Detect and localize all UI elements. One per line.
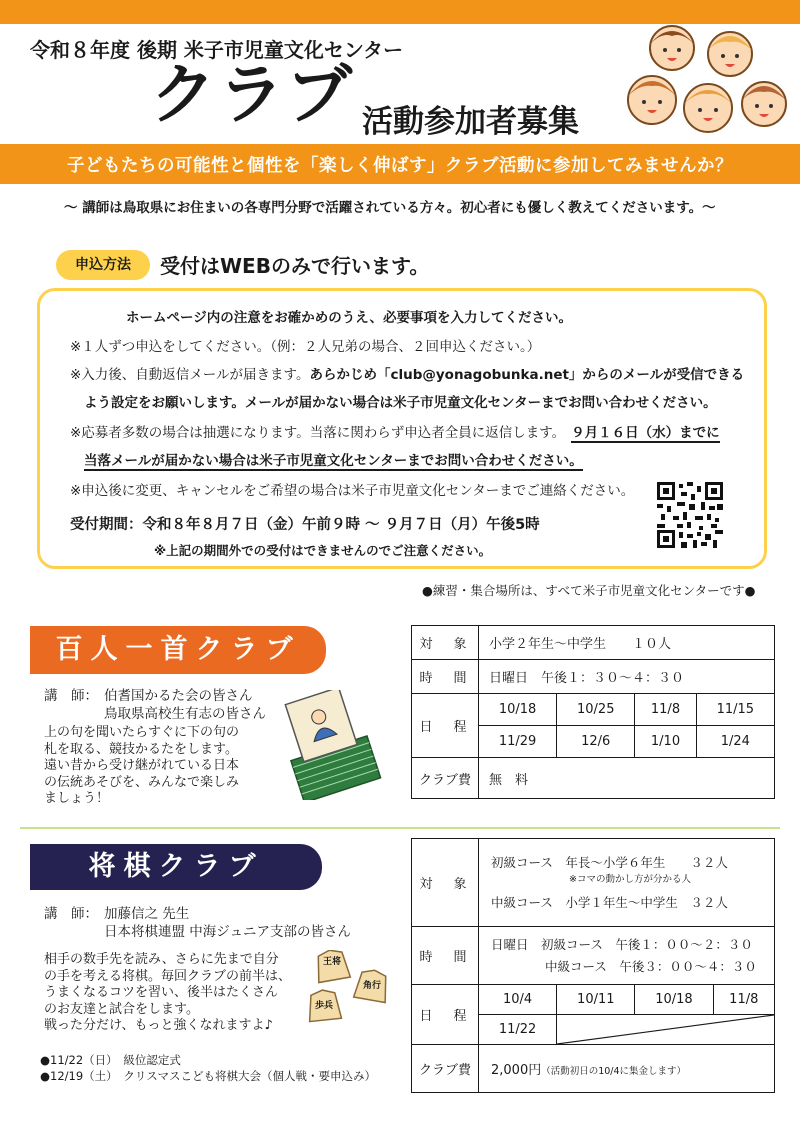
club1-date: 10/25 <box>557 694 635 726</box>
info-line-part: ※入力後、自動返信メールが届きます。 <box>70 367 310 383</box>
diagonal-strike-icon <box>557 1015 774 1044</box>
club2-date: 11/8 <box>713 985 774 1015</box>
club1-date: 10/18 <box>479 694 557 726</box>
club1-desc-line: ましょう！ <box>44 791 110 806</box>
club1-fee-label: クラブ費 <box>412 758 479 799</box>
club1-desc-line: 遠い昔から受け継がれている日本 <box>44 758 240 773</box>
club2-target-1: 初級コース 年長～小学６年生 ３２人 <box>491 855 728 870</box>
club2-info-table <box>411 838 775 1093</box>
email-address-note: あらかじめ「club@yonagobunka.net」からのメールが受信できる <box>309 367 745 383</box>
club2-event: ●11/22（日） 級位認定式 <box>40 1053 181 1067</box>
shogi-piece-label: 王将 <box>322 957 342 967</box>
info-line <box>84 449 583 469</box>
application-method-pill: 申込方法 <box>56 250 150 280</box>
info-line: よう設定をお願いします。メールが届かない場合は米子市児童文化センターまでお問い合わせください。 <box>84 395 717 411</box>
application-period: 受付期間：令和８年８月７日（金）午前９時 ～ ９月７日（月）午後5時 <box>70 517 540 533</box>
club2-target <box>479 839 775 927</box>
club2-date: 11/22 <box>479 1015 557 1045</box>
club2-target-note: ※コマの動かし方が分かる人 <box>569 874 691 885</box>
club1-date: 11/8 <box>635 694 696 726</box>
info-line: ホームページ内の注意をお確かめのうえ、必要事項を入力してください。 <box>126 310 573 326</box>
club2-desc-line: うまくなるコツを習い、後半はたくさん <box>44 985 279 1000</box>
qr-code-icon[interactable] <box>657 482 723 548</box>
club1-time-label: 時 間 <box>412 660 479 694</box>
club2-instructor-1: 加藤信之 先生 <box>104 906 190 922</box>
club2-fee-note: （活動初日の10/4に集金します） <box>541 1066 687 1077</box>
application-method-text: 受付はWEBのみで行います。 <box>160 254 430 278</box>
club2-empty-dates-cell <box>557 1015 775 1045</box>
club1-date: 11/15 <box>696 694 774 726</box>
club2-time-label: 時 間 <box>412 927 479 985</box>
club1-title: 百人一首クラブ <box>30 626 326 674</box>
period-warning: ※上記の期間外での受付はできませんのでご注意ください。 <box>154 543 492 558</box>
page-title-sub: 活動参加者募集 <box>362 104 579 140</box>
club2-instructor-label: 講 師： <box>44 906 98 922</box>
page-title: クラブ <box>150 56 354 133</box>
club1-target-label: 対 象 <box>412 626 479 660</box>
club2-desc-line: のお友達と試合をします。 <box>44 1001 199 1017</box>
location-note: ●練習・集合場所は、すべて米子市児童文化センターです● <box>422 583 756 598</box>
result-contact-note: 当落メールが届かない場合は米子市児童文化センターまでお問い合わせください。 <box>84 453 583 469</box>
header-subtitle: 令和８年度 後期 米子市児童文化センター <box>30 38 404 62</box>
club2-title: 将棋クラブ <box>30 844 322 890</box>
club2-schedule-label: 日 程 <box>412 985 479 1045</box>
club2-desc-line: の手を考える将棋。毎回クラブの前半は、 <box>44 968 292 984</box>
section-divider <box>20 827 780 829</box>
club1-date: 1/10 <box>635 726 696 758</box>
club2-fee-label: クラブ費 <box>412 1045 479 1093</box>
club1-desc-line: 札を取る、競技かるたをします。 <box>44 741 238 757</box>
club2-target-label: 対 象 <box>412 839 479 927</box>
club1-target: 小学２年生～中学生 １０人 <box>479 626 775 660</box>
shogi-piece-label: 歩兵 <box>314 1001 334 1011</box>
club1-desc-line: の伝統あそびを、みんなで楽しみ <box>44 774 240 790</box>
club2-description <box>44 952 291 1035</box>
club2-date: 10/11 <box>557 985 635 1015</box>
club2-date: 10/18 <box>635 985 713 1015</box>
instructor-note: ～ 講師は鳥取県にお住まいの各専門分野で活躍されている方々。初心者にも優しく教えてくださいます。～ <box>64 200 716 216</box>
shogi-piece-label: 角行 <box>362 981 382 991</box>
info-line <box>70 363 744 383</box>
info-line: ※１人ずつ申込をしてください。（例：２人兄弟の場合、２回申込ください。） <box>70 339 541 355</box>
info-line: ※申込後に変更、キャンセルをご希望の場合は米子市児童文化センターまでご連絡ください。 <box>70 483 635 499</box>
children-illustration-icon <box>612 14 792 146</box>
club1-instructor-1: 伯耆国かるた会の皆さん <box>104 688 253 704</box>
club2-instructor-2: 日本将棋連盟 中海ジュニア支部の皆さん <box>104 924 352 940</box>
club2-desc-line: 相手の数手先を読み、さらに先まで自分 <box>44 952 279 967</box>
club2-fee: 2,000円 <box>491 1063 542 1078</box>
info-line-part: ※応募者多数の場合は抽選になります。当落に関わらず申込者全員に返信します。 <box>70 425 566 441</box>
club2-time-1: 日曜日 初級コース 午後１：００～２：３０ <box>491 936 753 952</box>
club2-event: ●12/19（土） クリスマスこども将棋大会（個人戦・要申込み） <box>40 1069 376 1083</box>
tagline-text: 子どもたちの可能性と個性を「楽しく伸ばす」クラブ活動に参加してみませんか？ <box>67 156 733 176</box>
club1-instructor-2: 鳥取県高校生有志の皆さん <box>104 706 266 722</box>
club1-description <box>44 725 239 808</box>
result-deadline: ９月１６日（水）までに <box>571 425 720 441</box>
club1-date: 1/24 <box>696 726 774 758</box>
club1-fee: 無 料 <box>479 758 775 799</box>
club2-date: 10/4 <box>479 985 557 1015</box>
shogi-pieces-icon <box>302 950 402 1040</box>
club2-desc-line: 戦った分だけ、もっと強くなれますよ♪ <box>44 1018 273 1033</box>
club1-instructor-label: 講 師： <box>44 688 98 704</box>
club1-time: 日曜日 午後１：３０～４：３０ <box>479 660 775 694</box>
club2-target-2: 中級コース 小学１年生～中学生 ３２人 <box>491 895 728 910</box>
info-line <box>70 421 720 441</box>
club1-info-table <box>411 625 775 799</box>
club1-schedule-label: 日 程 <box>412 694 479 758</box>
club1-desc-line: 上の句を聞いたらすぐに下の句の <box>44 725 240 740</box>
club2-fee-cell <box>479 1045 775 1093</box>
club1-date: 11/29 <box>479 726 557 758</box>
club2-time <box>479 927 775 985</box>
club2-time-2: 中級コース 午後３：００～４：３０ <box>545 958 757 974</box>
tagline-banner <box>0 144 800 184</box>
club1-date: 12/6 <box>557 726 635 758</box>
karuta-cards-icon <box>280 690 400 800</box>
